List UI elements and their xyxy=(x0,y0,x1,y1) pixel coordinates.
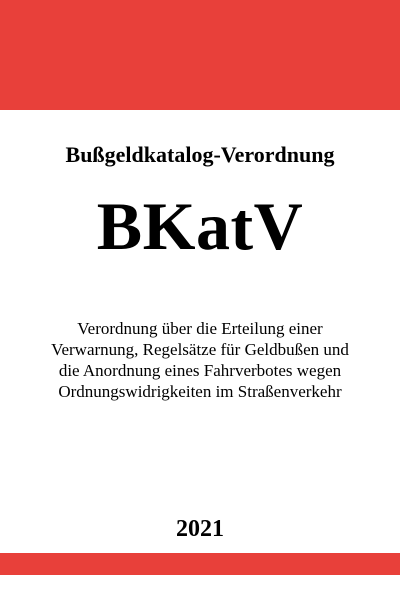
description-line: Verordnung über die Erteilung einer xyxy=(77,319,323,338)
description-line: Verwarnung, Regelsätze für Geldbußen und xyxy=(51,340,349,359)
cover-title-abbreviation: BKatV xyxy=(96,188,304,264)
cover-year: 2021 xyxy=(176,516,224,542)
description-line: Ordnungswidrigkeiten im Straßenverkehr xyxy=(58,382,342,401)
top-red-band xyxy=(0,0,400,110)
cover-description xyxy=(20,318,380,402)
cover-subtitle: Bußgeldkatalog-Verordnung xyxy=(65,142,335,167)
description-line: die Anordnung eines Fahrverbotes wegen xyxy=(58,361,342,380)
bottom-red-band xyxy=(0,553,400,575)
